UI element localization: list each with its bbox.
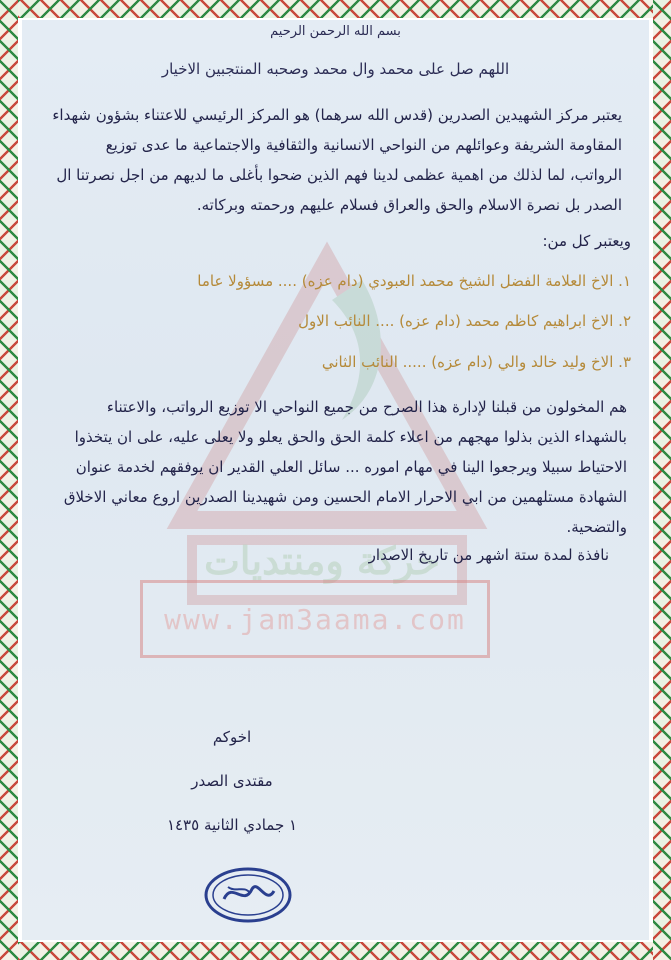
member-item-1: ١. الاخ العلامة الفضل الشيخ محمد العبودي (دام عزه) .... مسؤولا عاما bbox=[197, 272, 631, 290]
mandate-paragraph: هم المخولون من قبلنا لإدارة هذا الصرح من جميع النواحي الا توزيع الرواتب، والاعتناء بالشهداء الذين بذلوا مهجهم من اعلاء كلمة الحق والحق يعلو ولا يعلى عليه، على ان يتخذوا الاحتياط سبيلا ويرجعوا الينا في مهام اموره ... سائل العلي القدير ان يوفقهم لخدمة عنوان الشهادة مستلهمين من ابي الاحرار الامام الحسين ومن شهيدينا الصدرين اروع معاني الاخلاق والتضحية. bbox=[63, 398, 627, 536]
signature-closing: اخوكم bbox=[212, 728, 252, 746]
signature-date: ١ جمادي الثانية ١٤٣٥ bbox=[166, 816, 298, 834]
watermark-text: حركة ومنتديات bbox=[204, 538, 440, 583]
basmala: بسم الله الرحمن الرحيم bbox=[270, 24, 401, 39]
decorative-border-top bbox=[0, 0, 671, 18]
salawat-line: اللهم صل على محمد وال محمد وصحبه المنتجبين الاخيار bbox=[161, 60, 510, 78]
signature-name: مقتدى الصدر bbox=[191, 772, 273, 790]
member-item-3: ٣. الاخ وليد خالد والي (دام عزه) ..... النائب الثاني bbox=[321, 353, 631, 371]
decorative-border-left bbox=[0, 0, 18, 960]
decorative-border-bottom bbox=[0, 942, 671, 960]
validity-note: نافذة لمدة ستة اشهر من تاريخ الاصدار bbox=[368, 546, 609, 564]
member-item-2: ٢. الاخ ابراهيم كاظم محمد (دام عزه) .... النائب الاول bbox=[298, 312, 631, 330]
seal-stamp bbox=[204, 867, 292, 923]
watermark-url: www.jam3aama.com bbox=[140, 580, 490, 658]
intro-paragraph: يعتبر مركز الشهيدين الصدرين (قدس الله سرهما) هو المركز الرئيسي للاعتناء بشؤون شهداء المقاومة الشريفة وعوائلهم من النواحي الانسانية والثقافية والاجتماعية ما عدى توزيع الرواتب، لما لذلك من اهمية عظمى لدينا فهم الذين ضحوا بأغلى ما لديهم من اجل نصرتنا ال الصدر بل نصرة الاسلام والحق والعراق فسلام عليهم ورحمته وبركاته. bbox=[52, 106, 622, 214]
decorative-border-right bbox=[653, 0, 671, 960]
considered-label: ويعتبر كل من: bbox=[542, 232, 631, 250]
letter-sheet bbox=[22, 20, 649, 940]
